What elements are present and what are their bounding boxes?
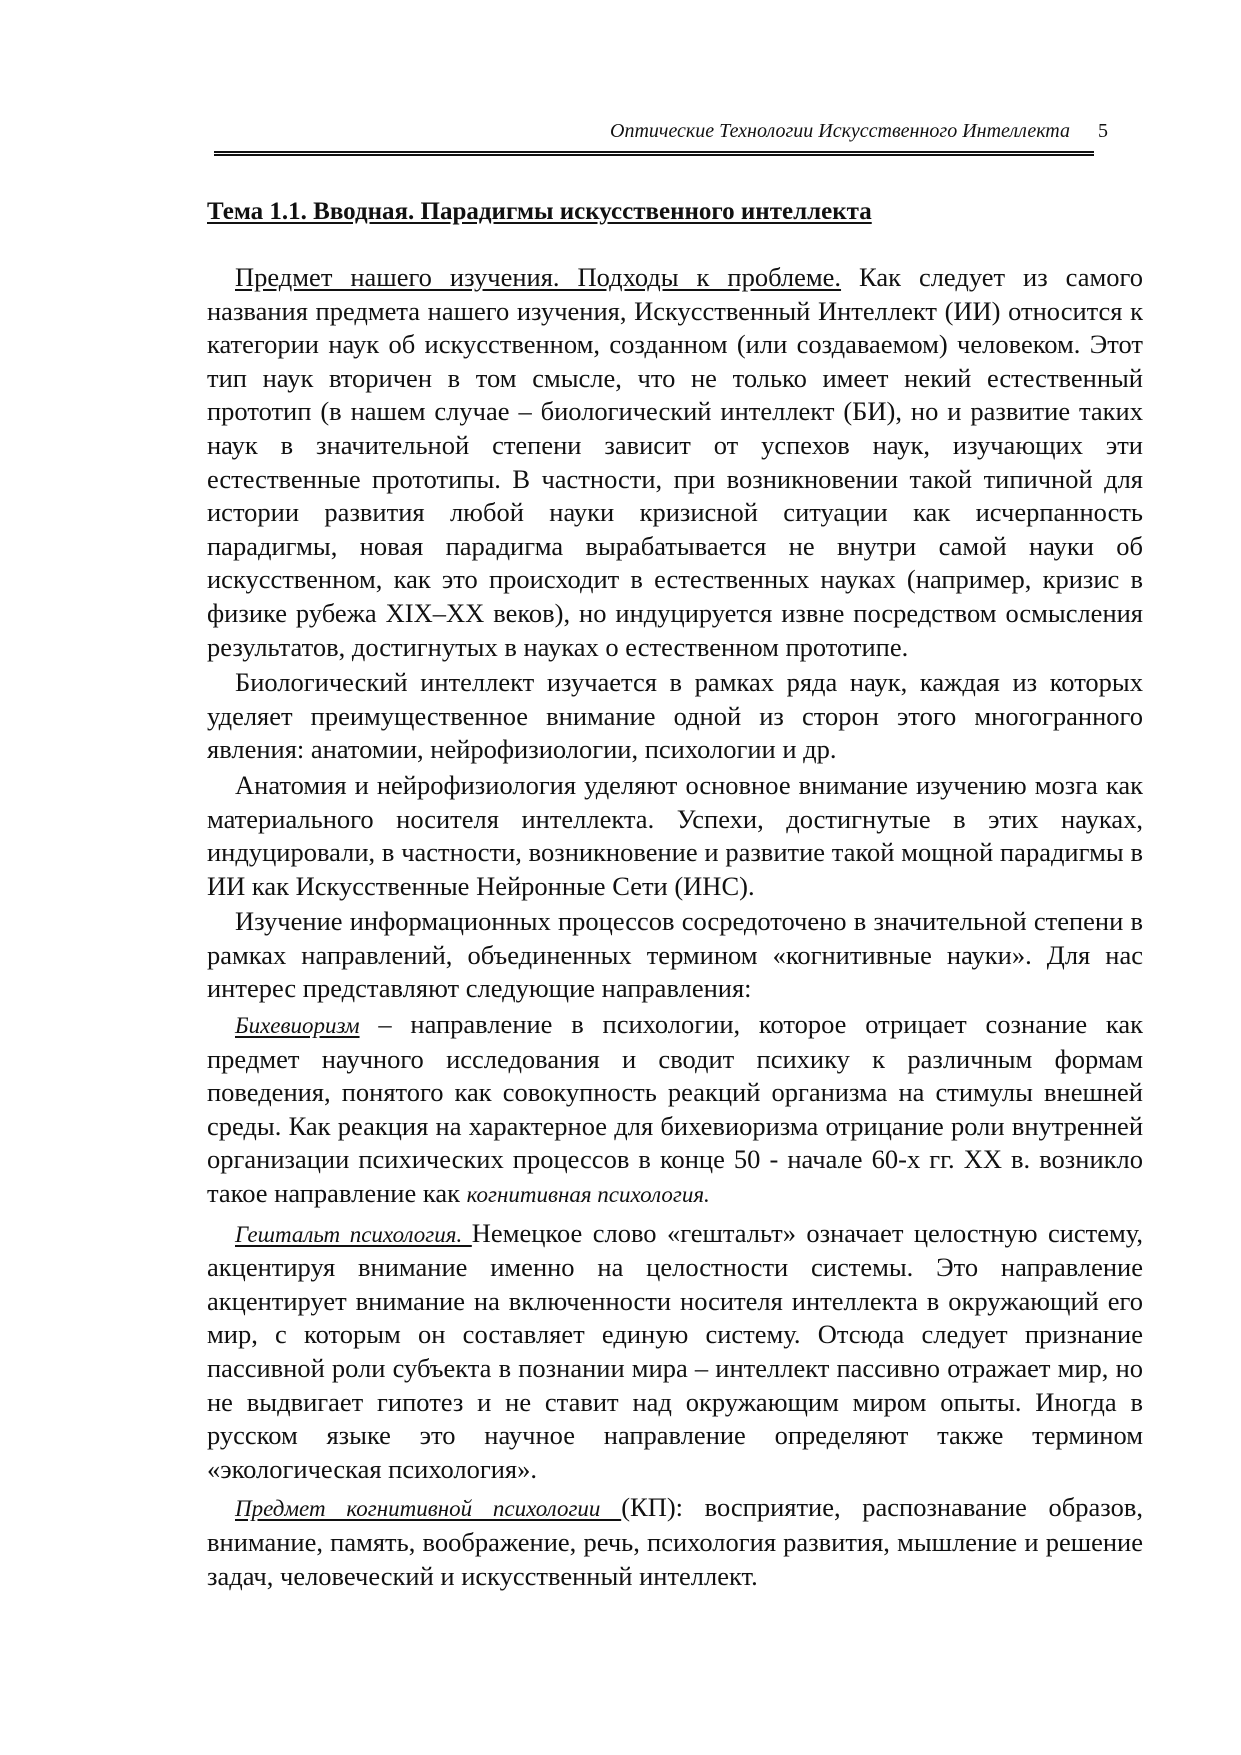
- term-gestalt-psychology: Гештальт психология.: [235, 1221, 472, 1247]
- paragraph-anatomy: [207, 769, 1143, 903]
- running-header: [214, 116, 1108, 148]
- paragraph-text: (КП): восприятие, распознавание образов, внимание, память, воображение, речь, психология развития, мышление и решение задач, человеческий и искусственный интеллект.: [207, 1492, 1143, 1591]
- body-text: [207, 261, 1143, 1593]
- term-behaviorism: Бихевиоризм: [235, 1013, 360, 1039]
- running-title: Оптические Технологии Искусственного Интеллекта: [610, 120, 1070, 142]
- paragraph-text: Изучение информационных процессов сосредоточено в значительной степени в рамках направлений, объединенных термином «когнитивные науки». Для нас интерес представляют следующие направления:: [207, 906, 1143, 1004]
- paragraph-text: Как следует из самого названия предмета нашего изучения, Искусственный Интеллект (ИИ) относится к категории наук об искусственном, созданном (или создаваемом) человеком. Этот тип наук вторичен в том смысле, что не только имеет некий естественный прототип (в нашем случае – биологический интеллект (БИ), но и развитие таких наук в значительной степени зависит от успехов наук, изучающих эти естественные прототипы. В частности, при возникновении такой типичной для истории развития любой науки кризисной ситуации как исчерпанность парадигмы, новая парадигма вырабатывается не внутри самой науки об искусственном, как это происходит в естественных науках (например, кризис в физике рубежа XIX–XX веков), но индуцируется извне посредством осмысления результатов, достигнутых в науках о естественном прототипе.: [207, 262, 1143, 662]
- paragraph-text: Анатомия и нейрофизиология уделяют основное внимание изучению мозга как материального носителя интеллекта. Успехи, достигнутые в этих науках, индуцировали, в частности, возникновение и развитие такой мощной парадигмы в ИИ как Искусственные Нейронные Сети (ИНС).: [207, 769, 1143, 901]
- page-number: 5: [1098, 120, 1108, 142]
- term-cognitive-psychology-subject: Предмет когнитивной психологии: [235, 1496, 622, 1522]
- paragraph-cognitive-psychology-subject: [207, 1491, 1143, 1593]
- paragraph-behaviorism: [207, 1008, 1143, 1212]
- paragraph-text: Биологический интеллект изучается в рамках ряда наук, каждая из которых уделяет преимущественное внимание одной из сторон этого многогранного явления: анатомии, нейрофизиологии, психологии и др.: [207, 667, 1143, 765]
- paragraph-text: Немецкое слово «гештальт» означает целостную систему, акцентируя внимание именно на целостности системы. Это направление акцентирует внимание на включенности носителя интеллекта в окружающий его мир, с которым он составляет единую систему. Отсюда следует признание пассивной роли субъекта в познании мира – интеллект пассивно отражает мир, но не выдвигает гипотез и не ставит над окружающим миром опыты. Иногда в русском языке это научное направление определяют также термином «экологическая психология».: [207, 1217, 1143, 1484]
- paragraph-biological-intellect: [207, 666, 1143, 767]
- header-double-rule: [214, 151, 1094, 156]
- paragraph-lead-underlined: Предмет нашего изучения. Подходы к проблеме.: [235, 262, 842, 292]
- section-title: Тема 1.1. Вводная. Парадигмы искусственного интеллекта: [207, 198, 872, 225]
- paragraph-information-processes: [207, 905, 1143, 1006]
- paragraph-gestalt: [207, 1217, 1143, 1487]
- term-cognitive-psychology: когнитивная психология.: [466, 1182, 710, 1208]
- paragraph-text: – направление в психологии, которое отрицает сознание как предмет научного исследования и сводит психику к различным формам поведения, понятого как совокупность реакций организма на стимулы внешней среды. Как реакция на характерное для бихевиоризма отрицание роли внутренней организации психических процессов в конце 50 - начале 60-х гг. XX в. возникло такое направление как: [207, 1009, 1143, 1209]
- paragraph-subject: [207, 261, 1143, 664]
